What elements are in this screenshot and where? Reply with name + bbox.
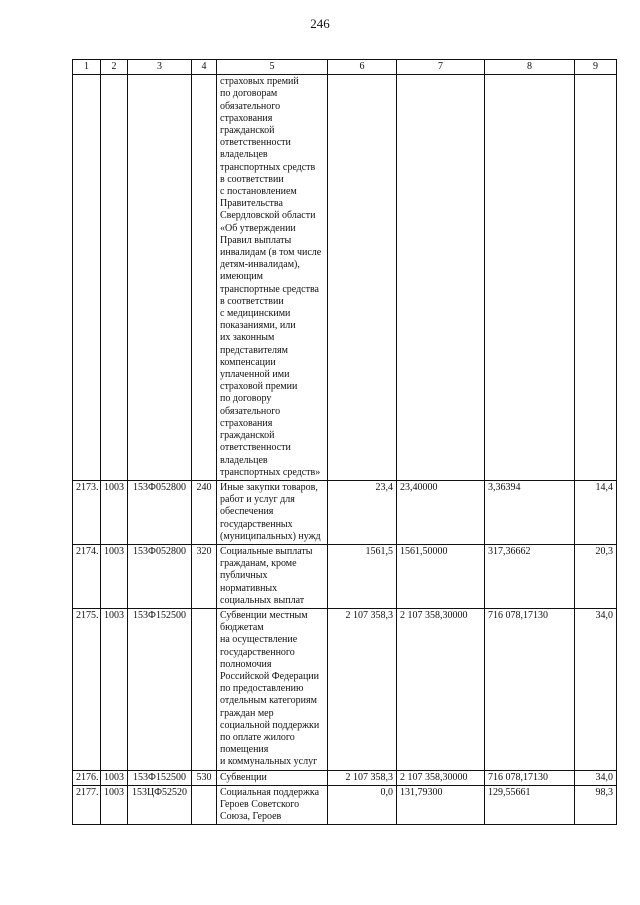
execution-percent: 34,0 <box>575 608 617 770</box>
column-header-9: 9 <box>575 60 617 75</box>
table-row <box>73 770 617 785</box>
executed-amount: 3,36394 <box>485 480 575 544</box>
row-number: 2173. <box>73 480 101 544</box>
execution-percent: 20,3 <box>575 544 617 608</box>
column-header-5: 5 <box>217 60 328 75</box>
table-row <box>73 75 617 481</box>
section-code: 1003 <box>101 480 128 544</box>
item-description: Субвенции местным бюджетам на осуществление государственного полномочия Российской Федерации по предоставлению отдельным категориям граждан мер социальной поддержки по оплате жилого помещения и коммунальных услуг <box>217 608 328 770</box>
approved-amount: 131,79300 <box>397 785 485 825</box>
column-header-3: 3 <box>128 60 192 75</box>
executed-amount <box>485 75 575 481</box>
table-row <box>73 608 617 770</box>
target-code: 153Ф052800 <box>128 544 192 608</box>
executed-amount: 716 078,17130 <box>485 608 575 770</box>
page-number: 246 <box>310 16 330 31</box>
target-code <box>128 75 192 481</box>
column-header-7: 7 <box>397 60 485 75</box>
target-code: 153ЦФ52520 <box>128 785 192 825</box>
execution-percent: 98,3 <box>575 785 617 825</box>
executed-amount: 716 078,17130 <box>485 770 575 785</box>
target-code: 153Ф152500 <box>128 770 192 785</box>
row-number: 2176. <box>73 770 101 785</box>
expense-type-code <box>192 608 217 770</box>
section-code: 1003 <box>101 785 128 825</box>
row-number: 2174. <box>73 544 101 608</box>
column-header-4: 4 <box>192 60 217 75</box>
row-number <box>73 75 101 481</box>
expense-type-code: 320 <box>192 544 217 608</box>
planned-amount: 1561,5 <box>328 544 397 608</box>
target-code: 153Ф052800 <box>128 480 192 544</box>
executed-amount: 129,55661 <box>485 785 575 825</box>
section-code: 1003 <box>101 608 128 770</box>
execution-percent: 14,4 <box>575 480 617 544</box>
executed-amount: 317,36662 <box>485 544 575 608</box>
planned-amount: 23,4 <box>328 480 397 544</box>
item-description: Социальные выплаты гражданам, кроме публичных нормативных социальных выплат <box>217 544 328 608</box>
row-number: 2175. <box>73 608 101 770</box>
section-code: 1003 <box>101 770 128 785</box>
column-header-2: 2 <box>101 60 128 75</box>
expense-type-code: 240 <box>192 480 217 544</box>
approved-amount: 2 107 358,30000 <box>397 608 485 770</box>
planned-amount: 0,0 <box>328 785 397 825</box>
execution-percent <box>575 75 617 481</box>
expense-type-code: 530 <box>192 770 217 785</box>
item-description: страховых премий по договорам обязательного страхования гражданской ответственности владельцев транспортных средств в соответствии с постановлением Правительства Свердловской области «Об утверждении Правил выплаты инвалидам (в том числе детям-инвалидам), имеющим транспортные средства в соответствии с медицинскими показаниями, или их законным представителям компенсации уплаченной ими страховой премии по договору обязательного страхования гражданской ответственности владельцев транспортных средств» <box>217 75 328 481</box>
table-row <box>73 480 617 544</box>
budget-table <box>72 59 617 825</box>
column-header-1: 1 <box>73 60 101 75</box>
expense-type-code <box>192 75 217 481</box>
header-row <box>73 60 617 75</box>
column-header-6: 6 <box>328 60 397 75</box>
row-number: 2177. <box>73 785 101 825</box>
planned-amount: 2 107 358,3 <box>328 770 397 785</box>
approved-amount <box>397 75 485 481</box>
execution-percent: 34,0 <box>575 770 617 785</box>
approved-amount: 1561,50000 <box>397 544 485 608</box>
item-description: Субвенции <box>217 770 328 785</box>
section-code <box>101 75 128 481</box>
item-description: Социальная поддержка Героев Советского Союза, Героев <box>217 785 328 825</box>
target-code: 153Ф152500 <box>128 608 192 770</box>
expense-type-code <box>192 785 217 825</box>
planned-amount: 2 107 358,3 <box>328 608 397 770</box>
approved-amount: 23,40000 <box>397 480 485 544</box>
section-code: 1003 <box>101 544 128 608</box>
planned-amount <box>328 75 397 481</box>
column-header-8: 8 <box>485 60 575 75</box>
table-row <box>73 544 617 608</box>
item-description: Иные закупки товаров, работ и услуг для обеспечения государственных (муниципальных) нужд <box>217 480 328 544</box>
approved-amount: 2 107 358,30000 <box>397 770 485 785</box>
table-row <box>73 785 617 825</box>
